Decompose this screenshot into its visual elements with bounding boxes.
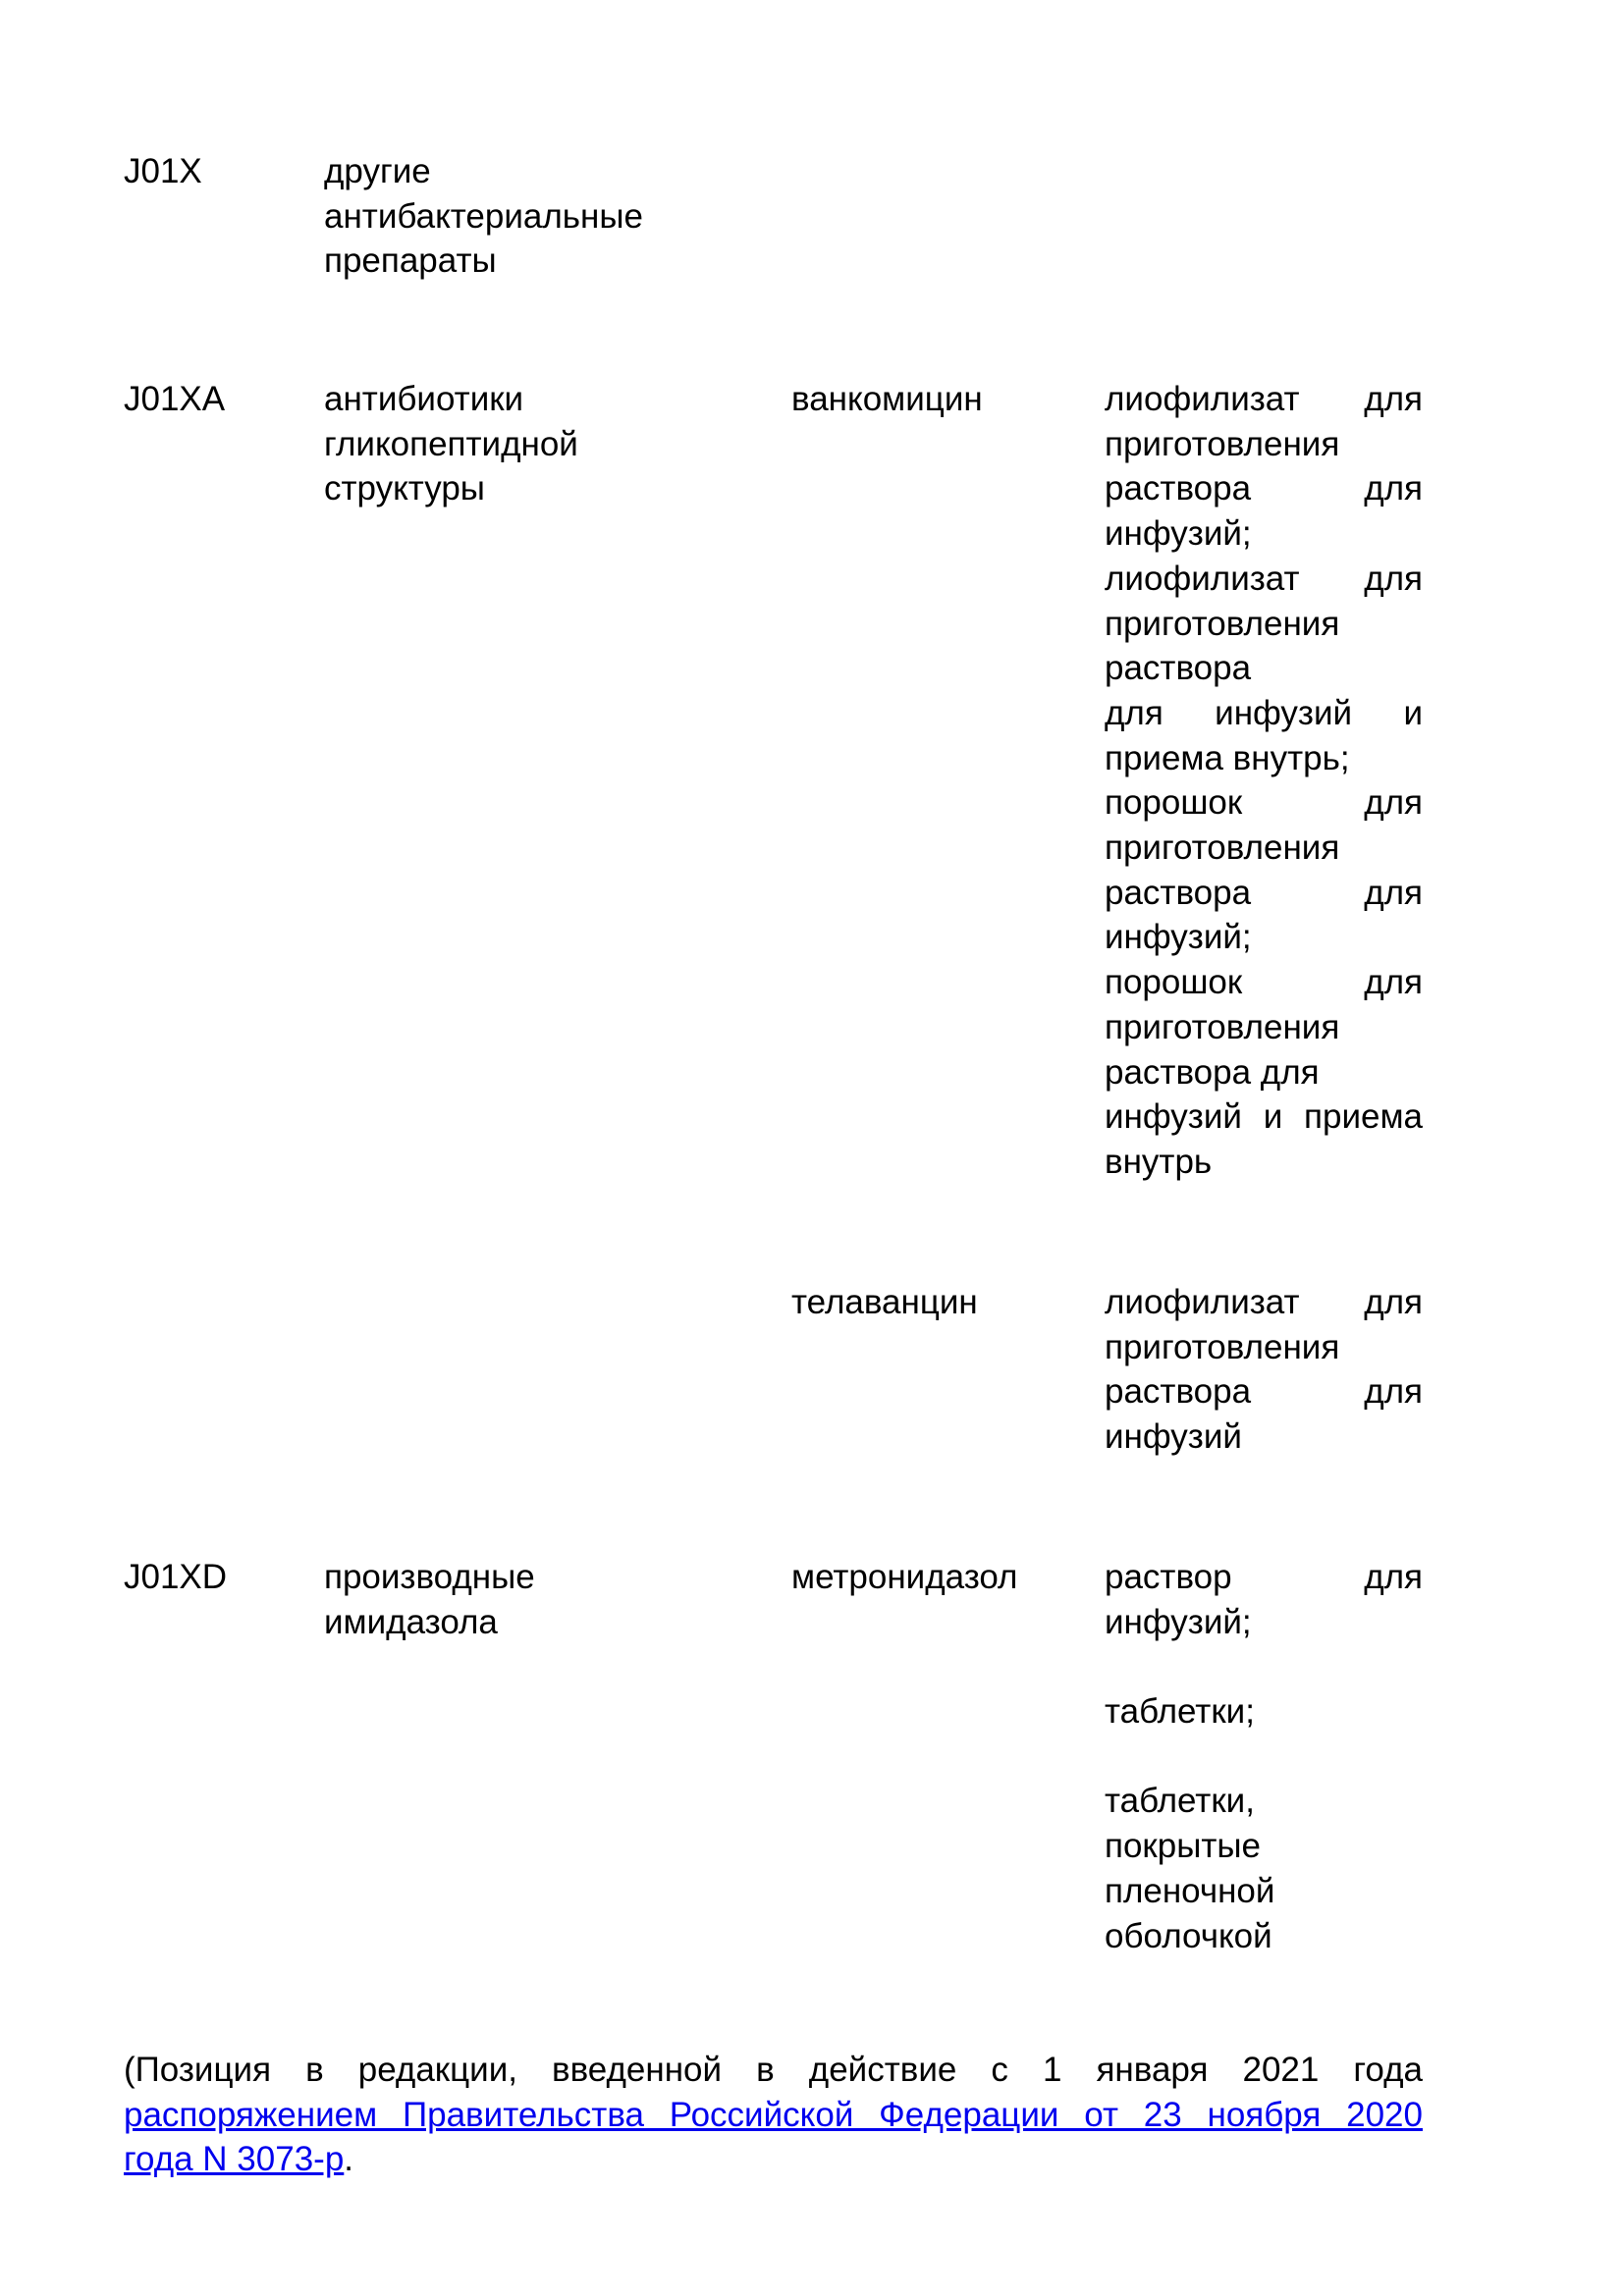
drug-vancomycin-forms [1105, 377, 1423, 1185]
form-line: инфузий; [1105, 1602, 1252, 1641]
form-line: покрытые [1105, 1827, 1262, 1866]
form-line: раствора для [1105, 1052, 1320, 1092]
form-line: лиофилизат для [1105, 380, 1423, 418]
form-line: инфузий и приема [1105, 1097, 1423, 1137]
form-line: оболочкой [1105, 1916, 1272, 1955]
footnote-link-line [124, 2093, 1423, 2138]
government-decree-link[interactable]: распоряжением Правительства Российской Федерации от 23 ноября 2020 [124, 2095, 1423, 2134]
form-line: лиофилизат для [1105, 1283, 1423, 1321]
name-line: другие [324, 152, 431, 190]
form-line: внутрь [1105, 1142, 1213, 1181]
form-line: раствора [1105, 649, 1252, 688]
form-line: инфузий; [1105, 514, 1252, 554]
name-line: антибактериальные [324, 196, 643, 236]
drug-telavancin: телаванцин [791, 1283, 978, 1321]
row-j01xd-name [324, 1555, 756, 1644]
blank-line [1105, 1735, 1423, 1780]
blank-line [1105, 1644, 1423, 1689]
drug-vancomycin: ванкомицин [791, 380, 983, 418]
name-line: препараты [324, 241, 497, 281]
form-line: порошок для [1105, 963, 1423, 1002]
form-line: приема внутрь; [1105, 738, 1350, 777]
form-line: приготовления [1105, 604, 1340, 643]
government-decree-link-continued[interactable]: года N 3073-р [124, 2140, 345, 2179]
form-line: приготовления [1105, 828, 1340, 868]
row-j01xa-name [324, 377, 756, 511]
form-line: раствора для [1105, 469, 1423, 508]
form-line: раствор для [1105, 1558, 1423, 1596]
form-line: инфузий [1105, 1417, 1242, 1457]
form-line: таблетки; [1105, 1692, 1255, 1732]
form-line: порошок для [1105, 783, 1423, 823]
row-j01x-code: J01X [124, 152, 202, 190]
form-line: приготовления [1105, 424, 1340, 463]
footnote-link-line [124, 2137, 1423, 2182]
form-line: раствора для [1105, 1372, 1423, 1412]
form-line: для инфузий и [1105, 693, 1423, 732]
position-footnote [124, 2048, 1423, 2182]
form-line: приготовления [1105, 1007, 1340, 1046]
name-line: имидазола [324, 1602, 498, 1641]
row-j01x-name [324, 149, 756, 284]
drug-telavancin-forms [1105, 1280, 1423, 1460]
drug-metronidazole-forms [1105, 1555, 1423, 1958]
name-line: производные [324, 1558, 535, 1596]
name-line: антибиотики [324, 380, 524, 418]
name-line: гликопептидной [324, 424, 578, 463]
form-line: лиофилизат для [1105, 559, 1423, 598]
row-j01xa-code: J01XA [124, 380, 226, 418]
footnote-text: (Позиция в редакции, введенной в действие с 1 января 2021 года [124, 2051, 1423, 2089]
form-line: приготовления [1105, 1327, 1340, 1366]
form-line: раствора для [1105, 873, 1423, 912]
row-j01xd-code: J01XD [124, 1558, 228, 1596]
form-line: инфузий; [1105, 918, 1252, 957]
form-line: таблетки, [1105, 1782, 1255, 1821]
footnote-period: . [344, 2140, 354, 2179]
name-line: структуры [324, 469, 485, 508]
form-line: пленочной [1105, 1871, 1275, 1910]
drug-metronidazole: метронидазол [791, 1558, 1018, 1596]
